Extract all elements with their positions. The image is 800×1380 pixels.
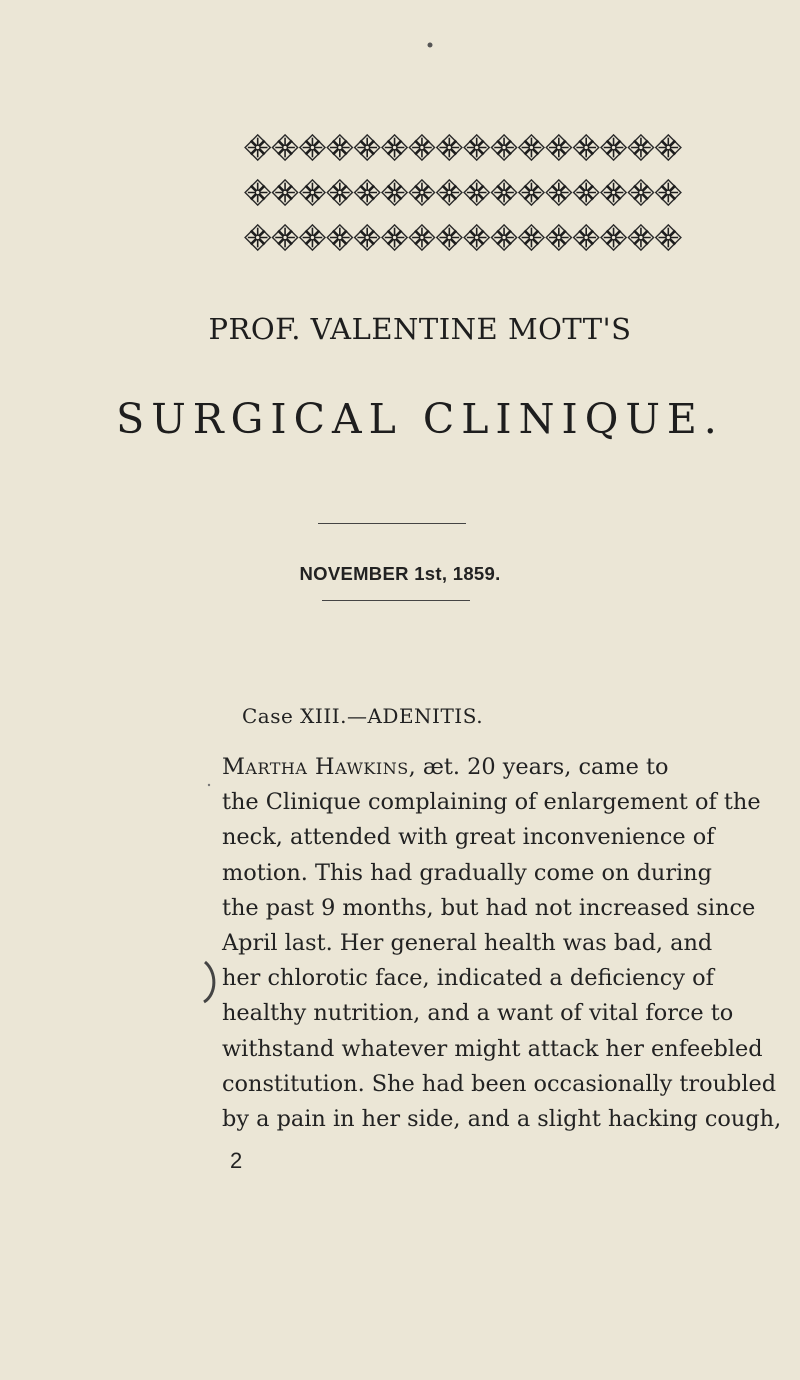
asterisk-star-icon — [355, 225, 380, 250]
top-divider — [318, 523, 466, 524]
lecture-date: NOVEMBER 1st, 1859. — [299, 563, 501, 584]
asterisk-star-icon — [245, 135, 270, 160]
speck-mark — [425, 40, 435, 50]
asterisk-star-icon — [272, 225, 297, 250]
body-line-3: neck, attended with great inconvenience of — [222, 824, 715, 851]
asterisk-star-icon — [519, 135, 544, 160]
asterisk-star-icon — [628, 180, 653, 205]
speck-mark — [205, 780, 215, 790]
asterisk-star-icon — [491, 135, 516, 160]
body-line-2: the Clinique complaining of enlargement of the — [222, 789, 761, 816]
asterisk-star-icon — [546, 135, 571, 160]
body-line-11: by a pain in her side, and a slight hacking cough, — [222, 1105, 782, 1132]
case-body — [222, 750, 782, 1137]
body-line-6: April last. Her general health was bad, and — [222, 929, 713, 956]
body-line-7: her chlorotic face, indicated a deficiency of — [222, 965, 714, 992]
asterisk-star-icon — [327, 225, 352, 250]
asterisk-star-icon — [300, 225, 325, 250]
asterisk-star-icon — [519, 225, 544, 250]
asterisk-star-icon — [245, 180, 270, 205]
asterisk-star-icon — [601, 180, 626, 205]
asterisk-star-icon — [491, 225, 516, 250]
body-line-4: motion. This had gradually come on during — [222, 859, 712, 886]
clinic-title-line-2: SURGICAL CLINIQUE. — [116, 395, 724, 443]
asterisk-star-icon — [327, 180, 352, 205]
body-line-9: withstand whatever might attack her enfeebled — [222, 1035, 763, 1062]
asterisk-star-icon — [437, 225, 462, 250]
page-number: 2 — [230, 1148, 243, 1173]
asterisk-star-icon — [601, 225, 626, 250]
patient-name: Martha Hawkins — [222, 754, 409, 780]
asterisk-star-icon — [272, 135, 297, 160]
asterisk-star-icon — [601, 135, 626, 160]
asterisk-star-icon — [409, 225, 434, 250]
body-line-5: the past 9 months, but had not increased since — [222, 894, 756, 921]
asterisk-star-icon — [628, 135, 653, 160]
asterisk-star-icon — [245, 225, 270, 250]
asterisk-star-icon — [628, 225, 653, 250]
asterisk-star-icon — [656, 225, 681, 250]
asterisk-star-icon — [464, 225, 489, 250]
asterisk-star-icon — [355, 135, 380, 160]
asterisk-star-icon — [437, 135, 462, 160]
asterisk-star-icon — [272, 180, 297, 205]
asterisk-star-icon — [574, 135, 599, 160]
asterisk-star-icon — [574, 180, 599, 205]
asterisk-star-icon — [546, 225, 571, 250]
asterisk-star-icon — [382, 180, 407, 205]
asterisk-star-icon — [491, 180, 516, 205]
bottom-divider — [322, 600, 470, 601]
asterisk-star-icon — [382, 135, 407, 160]
asterisk-star-icon — [546, 180, 571, 205]
body-line-10: constitution. She had been occasionally troubled — [222, 1070, 777, 1097]
asterisk-star-icon — [300, 180, 325, 205]
asterisk-star-icon — [464, 180, 489, 205]
body-line-text: , æt. 20 years, came to — [408, 754, 669, 780]
asterisk-star-icon — [327, 135, 352, 160]
clinic-title-line-1: PROF. VALENTINE MOTT'S — [208, 312, 632, 346]
asterisk-star-icon — [409, 135, 434, 160]
asterisk-star-icon — [656, 135, 681, 160]
asterisk-star-icon — [519, 180, 544, 205]
asterisk-star-icon — [574, 225, 599, 250]
asterisk-star-icon — [409, 180, 434, 205]
margin-bracket-mark — [201, 958, 223, 1006]
asterisk-star-icon — [437, 180, 462, 205]
asterisk-star-icon — [656, 180, 681, 205]
asterisk-star-icon — [300, 135, 325, 160]
body-line-1 — [222, 750, 718, 785]
asterisk-star-icon — [382, 225, 407, 250]
asterisk-star-icon — [355, 180, 380, 205]
ornament-band — [244, 125, 682, 260]
case-heading: Case XIII.—ADENITIS. — [242, 704, 484, 728]
body-line-8: healthy nutrition, and a want of vital force to — [222, 1000, 734, 1027]
asterisk-star-icon — [464, 135, 489, 160]
